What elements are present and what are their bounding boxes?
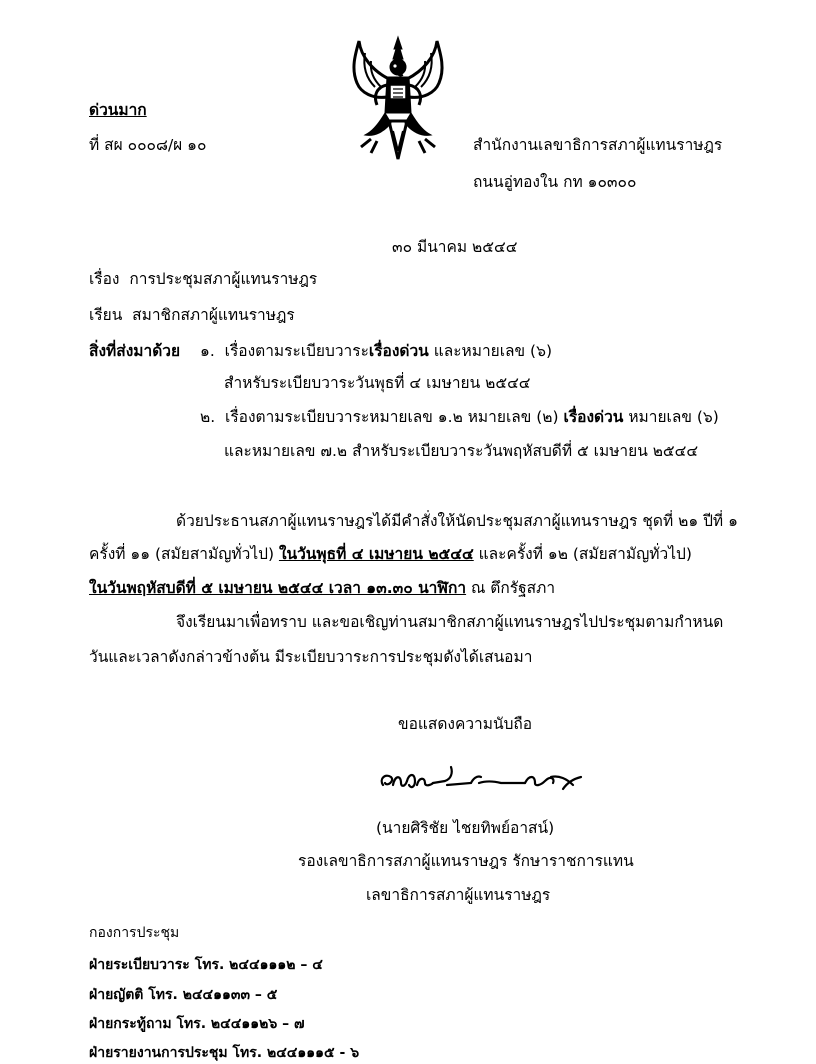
enclosure-1-line2: สำหรับระเบียบวาระวันพุธที่ ๔ เมษายน ๒๕๔๔: [224, 374, 531, 392]
enclosure-2-line2: และหมายเลข ๗.๒ สำหรับระเบียบวาระวันพฤหัสบดีที่ ๕ เมษายน ๒๕๔๔: [224, 442, 699, 460]
subject-line: [89, 270, 317, 289]
enclosures-label: สิ่งที่ส่งมาด้วย: [89, 342, 181, 360]
enclosure-2-number: ๒.: [200, 408, 216, 426]
contact-item: ฝ่ายระเบียบวาระ โทร. ๒๔๔๑๑๑๒ – ๔: [89, 957, 323, 973]
signature-icon: [375, 755, 595, 805]
office-address: ถนนอู่ทองใน กท ๑๐๓๐๐: [473, 173, 637, 191]
closing-salutation: ขอแสดงความนับถือ: [398, 715, 533, 733]
contact-item: ฝ่ายกระทู้ถาม โทร. ๒๔๔๑๑๒๖ – ๗: [89, 1016, 305, 1032]
enclosure-2-bold: เรื่องด่วน: [563, 408, 624, 426]
signer-name: (นายศิริชัย ไชยทิพย์อาสน์): [376, 819, 555, 837]
body-paragraph-1-line-2: [89, 545, 692, 564]
reference-number: ที่ สผ ๐๐๐๘/ผ ๑๐: [89, 136, 207, 154]
signer-title-2: เลขาธิการสภาผู้แทนราษฎร: [366, 886, 551, 904]
enclosure-item-1: [200, 342, 552, 361]
urgency-label: ด่วนมาก: [89, 101, 147, 119]
signer-title: รองเลขาธิการสภาผู้แทนราษฎร รักษาราชการแทน: [298, 852, 634, 870]
body-meeting-11: ครั้งที่ ๑๑ (สมัยสามัญทั่วไป): [89, 545, 279, 563]
document-date: ๓๐ มีนาคม ๒๕๔๔: [392, 238, 518, 256]
subject-text: การประชุมสภาผู้แทนราษฎร: [129, 270, 318, 288]
enclosure-1-text: เรื่องตามระเบียบวาระ: [224, 342, 369, 360]
contact-item: ฝ่ายรายงานการประชุม โทร. ๒๔๔๑๑๑๕ - ๖: [89, 1045, 360, 1061]
body-paragraph-2-line-2: วันและเวลาดังกล่าวข้างต้น มีระเบียบวาระการประชุมดังได้เสนอมา: [89, 648, 533, 666]
recipient-line: [89, 306, 295, 325]
enclosure-2-rest: หมายเลข (๖): [623, 408, 719, 426]
enclosure-1-number: ๑.: [200, 342, 215, 360]
subject-label: เรื่อง: [89, 270, 120, 288]
enclosure-1-rest: และหมายเลข (๖): [428, 342, 552, 360]
contact-item: ฝ่ายญัตติ โทร. ๒๔๔๑๑๓๓ – ๕: [89, 987, 278, 1003]
body-date-thursday: ในวันพฤหัสบดีที่ ๕ เมษายน ๒๕๔๔ เวลา ๑๓.๓๐ นาฬิกา: [89, 579, 467, 597]
body-meeting-12: และครั้งที่ ๑๒ (สมัยสามัญทั่วไป): [473, 545, 692, 563]
body-date-wednesday: ในวันพุธที่ ๔ เมษายน ๒๕๔๔: [278, 545, 474, 563]
contact-division: กองการประชุม: [89, 925, 180, 941]
body-paragraph-2-line-1: จึงเรียนมาเพื่อทราบ และขอเชิญท่านสมาชิกสภาผู้แทนราษฎรไปประชุมตามกำหนด: [176, 613, 724, 631]
office-name: สำนักงานเลขาธิการสภาผู้แทนราษฎร: [473, 136, 723, 154]
enclosure-2-text: เรื่องตามระเบียบวาระหมายเลข ๑.๒ หมายเลข (๒): [225, 408, 559, 426]
body-paragraph-1-line-1: ด้วยประธานสภาผู้แทนราษฎรได้มีคำสั่งให้นัดประชุมสภาผู้แทนราษฎร ชุดที่ ๒๑ ปีที่ ๑: [176, 512, 738, 530]
garuda-emblem-icon: [343, 35, 453, 165]
recipient-text: สมาชิกสภาผู้แทนราษฎร: [132, 306, 295, 324]
body-venue: ณ ตึกรัฐสภา: [466, 579, 556, 597]
enclosure-item-2: [200, 408, 719, 427]
recipient-label: เรียน: [89, 306, 123, 324]
body-paragraph-1-line-3: [89, 579, 555, 598]
enclosure-1-bold: เรื่องด่วน: [368, 342, 429, 360]
